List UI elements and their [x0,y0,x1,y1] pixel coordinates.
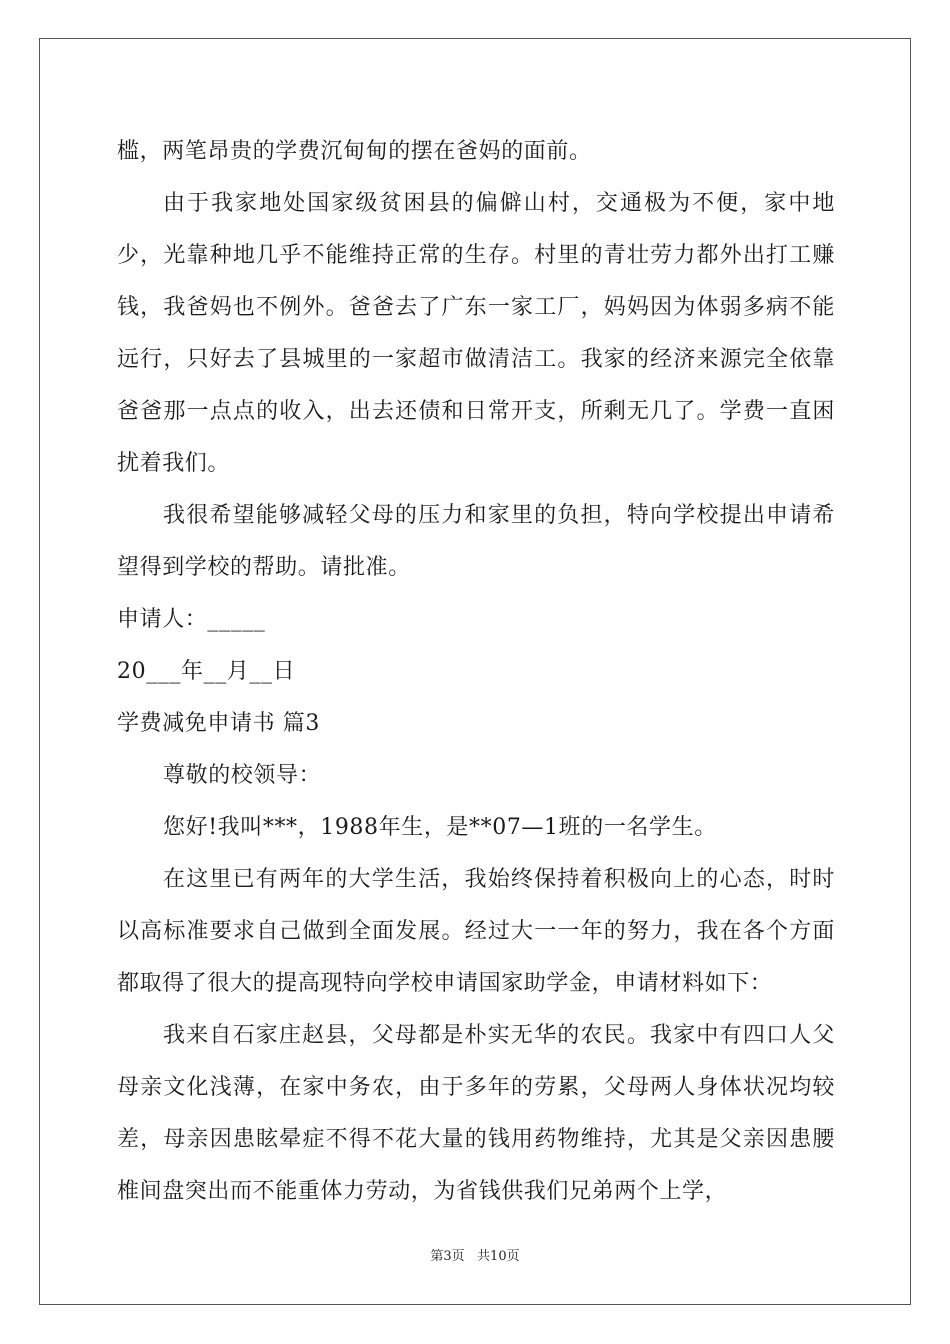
applicant-line: 申请人：_____ [117,607,266,632]
paragraph-family-background: 我来自石家庄赵县，父母都是朴实无华的农民。我家中有四口人父母亲文化浅薄，在家中务农，由于多年的劳累，父母两人身体状况均较差，母亲因患眩晕症不得不花大量的钱用药物维持，尤其是父亲因患腰椎间盘突出而不能重体力劳动，为省钱供我们兄弟两个上学， [117,1023,835,1204]
section-heading: 学费减免申请书 篇3 [117,711,320,736]
document-body [117,126,835,1218]
paragraph-request: 我很希望能够减轻父母的压力和家里的负担，特向学校提出申请希望得到学校的帮助。请批准。 [117,503,835,580]
page-number-footer: 第3页 共10页 [430,1249,520,1264]
paragraph-continuation: 槛，两笔昂贵的学费沉甸甸的摆在爸妈的面前。 [117,139,592,164]
date-line: 20___年__月__日 [117,659,296,684]
paragraph-family-situation: 由于我家地处国家级贫困县的偏僻山村，交通极为不便，家中地少，光靠种地几乎不能维持正常的生存。村里的青壮劳力都外出打工赚钱，我爸妈也不例外。爸爸去了广东一家工厂，妈妈因为体弱多病不能远行，只好去了县城里的一家超市做清洁工。我家的经济来源完全依靠爸爸那一点点的收入，出去还债和日常开支，所剩无几了。学费一直困扰着我们。 [117,191,835,476]
paragraph-university-life: 在这里已有两年的大学生活，我始终保持着积极向上的心态，时时以高标准要求自己做到全面发展。经过大一一年的努力，我在各个方面都取得了很大的提高现特向学校申请国家助学金，申请材料如下： [117,867,835,996]
salutation: 尊敬的校领导： [163,763,322,788]
greeting-intro: 您好!我叫***，1988年生，是**07—1班的一名学生。 [163,815,717,840]
